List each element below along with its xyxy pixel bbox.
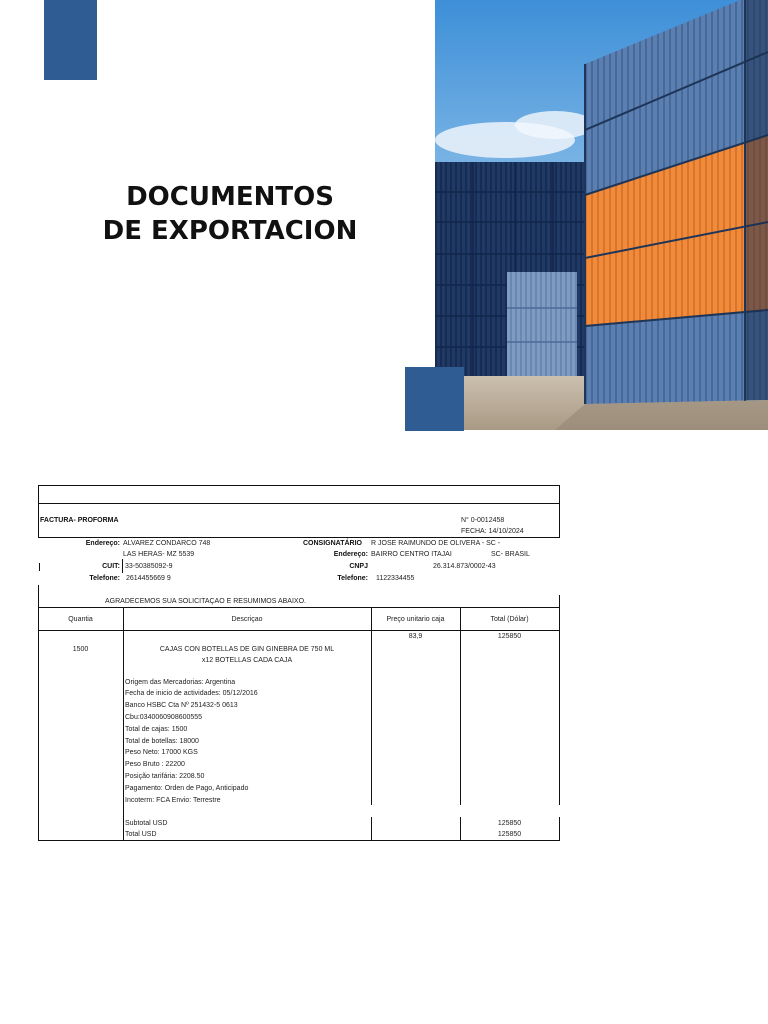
invoice-top-border	[38, 485, 560, 486]
row-desc-line2: x12 BOTELLAS CADA CAJA	[201, 657, 293, 664]
invoice-left-border	[38, 485, 39, 538]
table-header-rule	[38, 630, 560, 631]
totals-right-border	[559, 817, 560, 841]
consignee-phone: 1122334455	[376, 575, 415, 582]
header-total: Total (Dólar)	[490, 616, 529, 623]
detail-line: Total de cajas: 1500	[125, 726, 188, 733]
seller-phone-label: Telefone:	[89, 575, 120, 582]
seller-address-label: Endereço:	[85, 540, 120, 547]
detail-line: Fecha de inicio de actividades: 05/12/2016	[125, 690, 258, 697]
table-right-border	[559, 607, 560, 805]
consignee-address: BAIRRO CENTRO ITAJAI	[371, 551, 452, 558]
total-value: 125850	[497, 831, 522, 838]
detail-line: Origem das Mercadorias: Argentina	[125, 679, 236, 686]
doc-type: FACTURA- PROFORMA	[40, 517, 119, 524]
seller-address-line2: LAS HERAS- MZ 5539	[123, 551, 195, 558]
invoice-right-border	[559, 485, 560, 538]
totals-divider-2	[371, 817, 372, 841]
accent-block-top	[44, 0, 97, 80]
total-label: Total USD	[125, 831, 157, 838]
thanks-left-border	[38, 585, 39, 607]
seller-address-line1: ALVAREZ CONDARCO 748	[123, 540, 211, 547]
cover-title	[60, 180, 400, 248]
consignee-phone-label: Telefone:	[337, 575, 368, 582]
detail-line: Banco HSBC Cta Nº 251432-5 0613	[125, 702, 238, 709]
detail-line: Peso Bruto : 22200	[125, 761, 185, 768]
seller-tick	[39, 563, 40, 571]
row-qty: 1500	[72, 646, 89, 653]
consignee-address-label: Endereço:	[333, 551, 368, 558]
thanks-message: AGRADECEMOS SUA SOLICITAÇAO E RESUMIMOS ABAIXO.	[105, 598, 306, 605]
row-total: 125850	[497, 633, 522, 640]
seller-phone: 2614455669 9	[126, 575, 171, 582]
cover-title-line2: DE EXPORTACION	[102, 216, 358, 246]
detail-line: Total de botellas: 18000	[125, 738, 199, 745]
header-desc: Descriçao	[231, 616, 263, 623]
detail-line: Incoterm: FCA Envio: Terrestre	[125, 797, 221, 804]
subtotal-label: Subtotal USD	[125, 820, 168, 827]
consignee-region: SC- BRASIL	[491, 551, 530, 558]
invoice-header-rule	[38, 503, 560, 504]
cover-title-line1: DOCUMENTOS	[126, 182, 334, 212]
consignee-name: R JOSE RAIMUNDO DE OLIVERA - SC -	[371, 540, 501, 547]
detail-line: Peso Neto: 17000 KGS	[125, 749, 198, 756]
row-unit-price: 83,9	[408, 633, 423, 640]
detail-line: Cbu:0340060908600555	[125, 714, 203, 721]
invoice-date: FECHA: 14/10/2024	[461, 528, 524, 535]
row-desc-line1: CAJAS CON BOTELLAS DE GIN GINEBRA DE 750 ML	[159, 646, 335, 653]
seller-cuit-label: CUIT:	[102, 563, 120, 570]
invoice-header-bottom	[38, 537, 560, 538]
table-bottom-border	[38, 840, 560, 841]
table-col-divider-1	[123, 607, 124, 841]
header-qty: Quantia	[68, 616, 93, 623]
thanks-right-border	[559, 595, 560, 607]
shipping-containers-photo	[435, 0, 768, 430]
seller-cuit: 33-50385092-9	[125, 563, 173, 570]
consignee-label: CONSIGNATÁRIO	[303, 540, 362, 547]
accent-block-bottom	[405, 367, 464, 431]
table-left-border	[38, 607, 39, 841]
subtotal-value: 125850	[497, 820, 522, 827]
detail-line: Pagamento: Orden de Pago, Anticipado	[125, 785, 249, 792]
header-unit-price: Preço unitario caja	[386, 616, 445, 623]
consignee-cnpj-label: CNPJ	[349, 563, 368, 570]
consignee-cnpj: 26.314.873/0002-43	[433, 563, 496, 570]
table-top-border	[38, 607, 560, 608]
seller-divider	[122, 559, 123, 573]
invoice-number: N° 0-0012458	[461, 517, 505, 524]
detail-line: Posição tarifária: 2208.50	[125, 773, 205, 780]
